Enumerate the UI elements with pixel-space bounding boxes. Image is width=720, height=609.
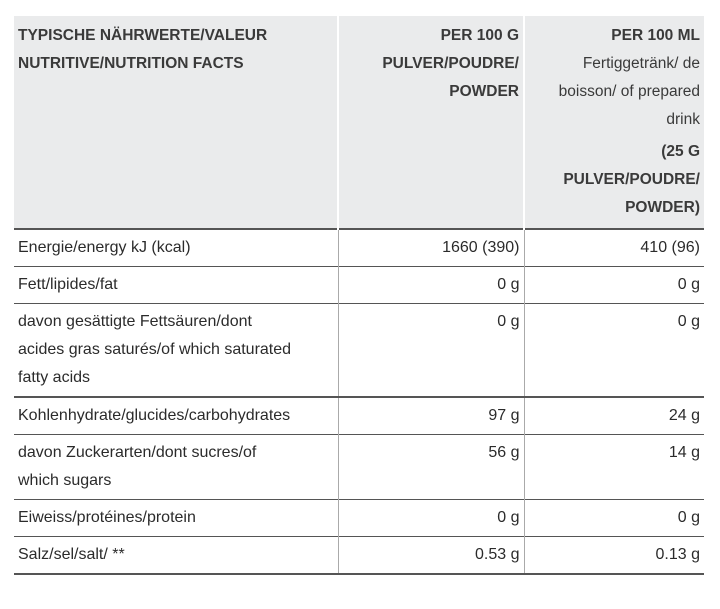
table-row (14, 229, 704, 267)
header-text: POWDER) (625, 199, 700, 216)
label-line: fatty acids (18, 369, 91, 386)
label-line: davon Zuckerarten/dont sucres/of (18, 444, 257, 461)
row-value-per-100ml: 24 g (524, 397, 704, 435)
header-text: NUTRITIVE/NUTRITION FACTS (18, 55, 244, 72)
header-per-100ml (524, 16, 704, 229)
row-label (14, 435, 338, 500)
table-row (14, 267, 704, 304)
header-nutrition-facts (14, 16, 338, 229)
row-label (14, 397, 338, 435)
nutrition-table (14, 16, 704, 575)
row-label (14, 537, 338, 575)
label-line: davon gesättigte Fettsäuren/dont (18, 313, 252, 330)
label-line: Energie/energy kJ (kcal) (18, 239, 191, 256)
label-line: Kohlenhydrate/glucides/carbohydrates (18, 407, 291, 424)
row-label (14, 500, 338, 537)
table-row (14, 435, 704, 500)
header-text: drink (666, 111, 700, 128)
header-text: (25 G (661, 143, 700, 160)
row-value-per-100g: 0.53 g (338, 537, 524, 575)
row-value-per-100g: 0 g (338, 500, 524, 537)
row-value-per-100ml: 0.13 g (524, 537, 704, 575)
label-line: Eiweiss/protéines/protein (18, 509, 196, 526)
table-row (14, 397, 704, 435)
header-text: PULVER/POUDRE/ (382, 55, 519, 72)
label-line: Salz/sel/salt/ ** (18, 546, 125, 563)
row-value-per-100ml: 14 g (524, 435, 704, 500)
row-value-per-100ml: 0 g (524, 304, 704, 398)
row-value-per-100g: 56 g (338, 435, 524, 500)
row-value-per-100g: 0 g (338, 267, 524, 304)
header-text: boisson/ of prepared (558, 83, 700, 100)
table-row (14, 304, 704, 398)
header-text: PER 100 ML (611, 27, 700, 44)
row-value-per-100g: 1660 (390) (338, 229, 524, 267)
label-line: Fett/lipides/fat (18, 276, 118, 293)
row-value-per-100ml: 0 g (524, 500, 704, 537)
row-label (14, 229, 338, 267)
label-line: acides gras saturés/of which saturated (18, 341, 292, 358)
header-text: TYPISCHE NÄHRWERTE/VALEUR (18, 27, 268, 44)
header-text: Fertiggetränk/ de (582, 55, 700, 72)
row-label (14, 304, 338, 398)
row-value-per-100g: 97 g (338, 397, 524, 435)
row-label (14, 267, 338, 304)
row-value-per-100ml: 410 (96) (524, 229, 704, 267)
row-value-per-100ml: 0 g (524, 267, 704, 304)
header-row (14, 16, 704, 229)
header-text: PULVER/POUDRE/ (563, 171, 700, 188)
header-text: POWDER (449, 83, 519, 100)
label-line: which sugars (18, 472, 112, 489)
header-per-100g (338, 16, 524, 229)
table-row (14, 500, 704, 537)
table-row (14, 537, 704, 575)
header-text: PER 100 G (440, 27, 519, 44)
row-value-per-100g: 0 g (338, 304, 524, 398)
